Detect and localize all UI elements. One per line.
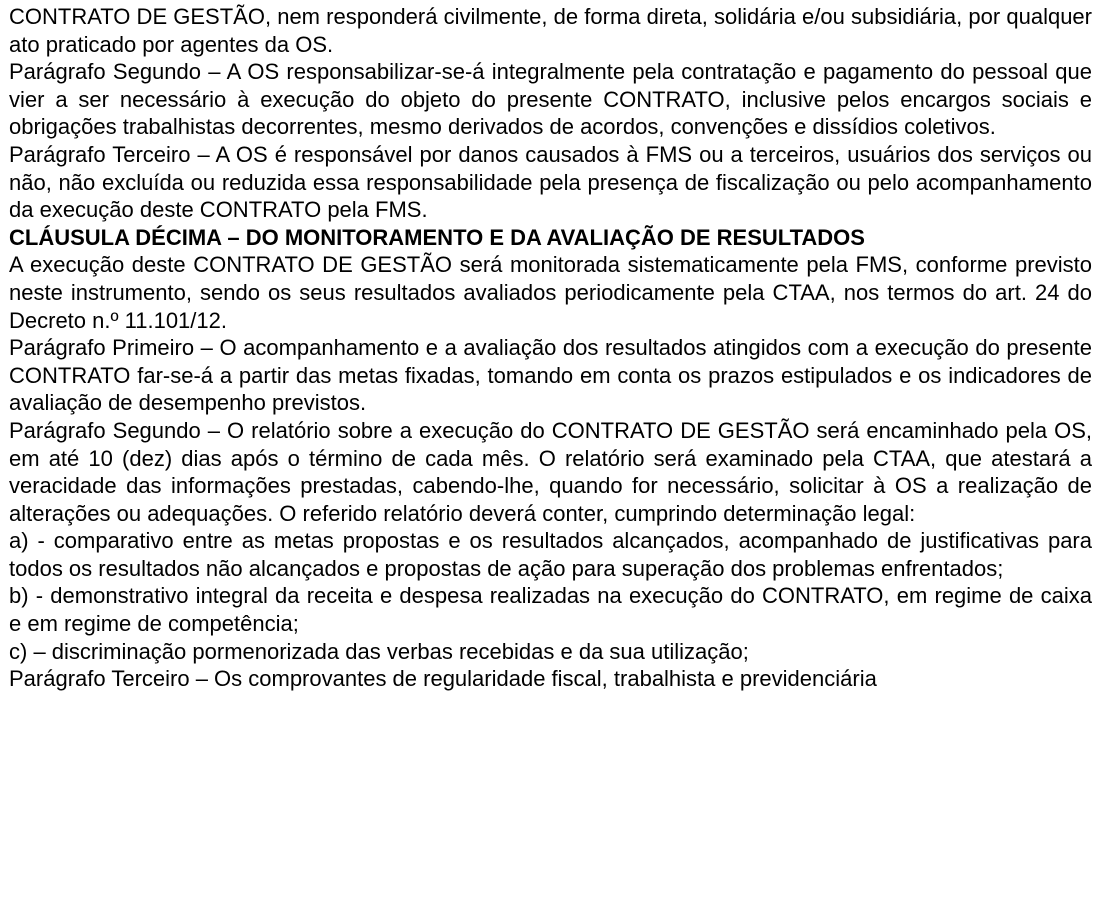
paragraph-liability-continuation: CONTRATO DE GESTÃO, nem responderá civilmente, de forma direta, solidária e/ou subsidiária, por qualquer ato praticado por agentes da OS. [9, 4, 1092, 57]
paragraph-segundo-staff: Parágrafo Segundo – A OS responsabilizar-se-á integralmente pela contratação e pagamento do pessoal que vier a ser necessário à execução do objeto do presente CONTRATO, inclusive pelos encargos sociais e obrigações trabalhistas decorrentes, mesmo derivados de acordos, convenções e dissídios coletivos. [9, 59, 1092, 140]
clause-heading: CLÁUSULA DÉCIMA – DO MONITORAMENTO E DA AVALIAÇÃO DE RESULTADOS [9, 224, 865, 250]
paragraph-primeiro-evaluation: Parágrafo Primeiro – O acompanhamento e a avaliação dos resultados atingidos com a execução do presente CONTRATO far-se-á a partir das metas fixadas, tomando em conta os prazos estipulados e os indicadores de avaliação de desempenho previstos. [9, 335, 1092, 416]
list-item-b: b) - demonstrativo integral da receita e despesa realizadas na execução do CONTRATO, em regime de caixa e em regime de competência; [9, 583, 1092, 637]
paragraph-segundo-report: Parágrafo Segundo – O relatório sobre a execução do CONTRATO DE GESTÃO será encaminhado pela OS, em até 10 (dez) dias após o término de cada mês. O relatório será examinado pela CTAA, que atestará a veracidade das informações prestadas, cabendo-lhe, quando for necessário, solicitar à OS a realização de alterações ou adequações. O referido relatório deverá conter, cumprindo determinação legal: [9, 417, 1092, 526]
paragraph-terceiro-damages: Parágrafo Terceiro – A OS é responsável por danos causados à FMS ou a terceiros, usuários dos serviços ou não, não excluída ou reduzida essa responsabilidade pela presença de fiscalização ou pelo acompanhamento da execução deste CONTRATO pela FMS. [9, 141, 1092, 223]
list-item-a: a) - comparativo entre as metas propostas e os resultados alcançados, acompanhado de justificativas para todos os resultados não alcançados e propostas de ação para superação dos problemas enfrentados; [9, 528, 1092, 581]
paragraph-monitoring: A execução deste CONTRATO DE GESTÃO será monitorada sistematicamente pela FMS, conforme previsto neste instrumento, sendo os seus resultados avaliados periodicamente pela CTAA, nos termos do art. 24 do Decreto n.º 11.101/12. [9, 252, 1092, 333]
list-item-c: c) – discriminação pormenorizada das verbas recebidas e da sua utilização; [9, 638, 749, 664]
paragraph-terceiro-proofs: Parágrafo Terceiro – Os comprovantes de regularidade fiscal, trabalhista e previdenciária [9, 666, 877, 692]
